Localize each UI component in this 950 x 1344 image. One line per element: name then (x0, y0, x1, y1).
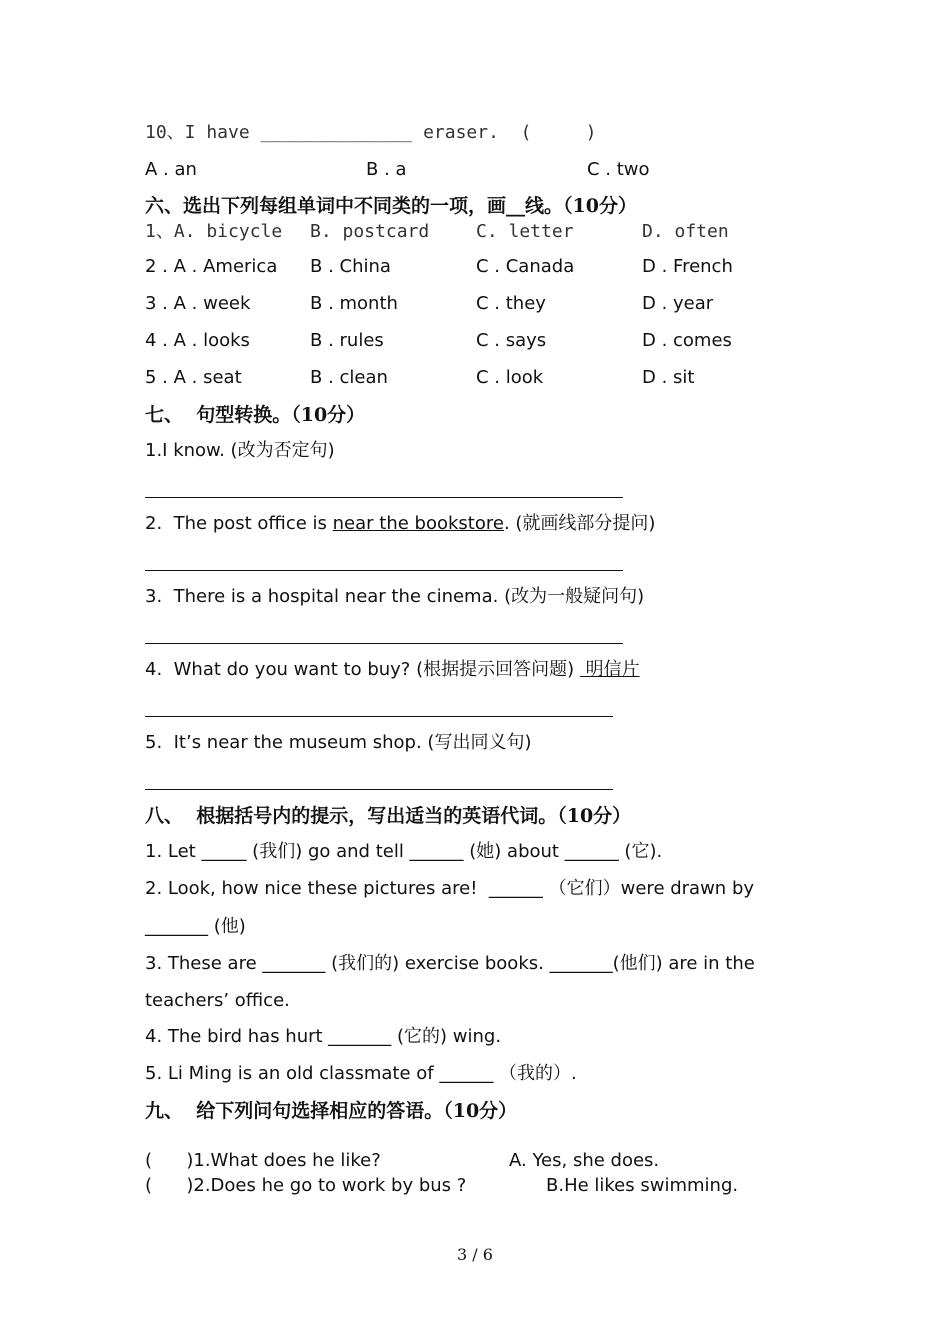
s7-q5-answer-line[interactable] (145, 789, 613, 790)
section9-title: 九、 给下列问句选择相应的答语。（10分） (145, 1100, 518, 1122)
s7-q2-underlined: near the bookstore (332, 513, 504, 534)
s7-q5: 5. It’s near the museum shop. (写出同义句) (145, 732, 532, 753)
q10-text: 10、I have ______________ eraser. ( ) (145, 122, 597, 143)
s6-row1-c: C. letter (476, 221, 574, 242)
s8-line-3b: teachers’ office. (145, 990, 290, 1011)
s6-row2-a: 2 . A . America (145, 256, 278, 277)
s7-q4-hint: 明信片 (579, 659, 640, 680)
s6-row3-b: B . month (310, 293, 398, 314)
s9-q1: ( )1.What does he like? (145, 1150, 381, 1171)
s6-row1-a: 1、A. bicycle (145, 221, 283, 242)
s6-row4-b: B . rules (310, 330, 384, 351)
s6-row4-d: D . comes (642, 330, 732, 351)
s8-line-1: 1. Let _____ (我们) go and tell ______ (她) about ______ (它). (145, 841, 663, 862)
s6-row4-a: 4 . A . looks (145, 330, 250, 351)
s9-q2: ( )2.Does he go to work by bus ? (145, 1175, 467, 1196)
s6-row3-c: C . they (476, 293, 546, 314)
s7-q3: 3. There is a hospital near the cinema. (改为一般疑问句) (145, 586, 645, 607)
q10-option-b: B . a (366, 159, 407, 180)
s6-row4-c: C . says (476, 330, 547, 351)
s7-q1: 1.I know. (改为否定句) (145, 440, 335, 461)
s7-q1-answer-line[interactable] (145, 497, 623, 498)
section7-title: 七、 句型转换。（10分） (145, 404, 366, 426)
section6-title: 六、选出下列每组单词中不同类的一项，画__线。（10分） (145, 195, 637, 217)
s6-row5-b: B . clean (310, 367, 388, 388)
s6-row1-b: B. postcard (310, 221, 430, 242)
s7-q4-pre: 4. What do you want to buy? (根据提示回答问题) (145, 659, 580, 680)
s6-row3-a: 3 . A . week (145, 293, 251, 314)
s6-row5-c: C . look (476, 367, 544, 388)
s7-q3-answer-line[interactable] (145, 643, 623, 644)
q10-option-a: A . an (145, 159, 197, 180)
section8-title: 八、 根据括号内的提示，写出适当的英语代词。（10分） (145, 805, 632, 827)
s6-row2-c: C . Canada (476, 256, 575, 277)
s6-row1-d: D. often (642, 221, 729, 242)
s8-line-2b: _______ (他) (145, 916, 246, 937)
s9-a2: B.He likes swimming. (546, 1175, 739, 1196)
s6-row2-b: B . China (310, 256, 391, 277)
s6-row2-d: D . French (642, 256, 733, 277)
s8-line-5: 5. Li Ming is an old classmate of ______ （我的）. (145, 1063, 577, 1084)
s7-q2 (145, 513, 655, 535)
s7-q2-answer-line[interactable] (145, 570, 623, 571)
s7-q4 (145, 659, 640, 681)
s7-q2-pre: 2. The post office is (145, 513, 333, 534)
s8-line-2: 2. Look, how nice these pictures are! ______ （它们）were drawn by (145, 878, 755, 899)
s8-line-4: 4. The bird has hurt _______ (它的) wing. (145, 1026, 502, 1047)
s7-q2-post: . (就画线部分提问) (503, 513, 656, 534)
s8-line-3: 3. These are _______ (我们的) exercise books. _______(他们) are in the (145, 953, 755, 974)
s7-q4-answer-line[interactable] (145, 716, 613, 717)
page-number: 3 / 6 (457, 1245, 493, 1264)
q10-option-c: C . two (587, 159, 650, 180)
s9-a1: A. Yes, she does. (509, 1150, 660, 1171)
s6-row5-a: 5 . A . seat (145, 367, 242, 388)
s6-row5-d: D . sit (642, 367, 695, 388)
s6-row3-d: D . year (642, 293, 714, 314)
